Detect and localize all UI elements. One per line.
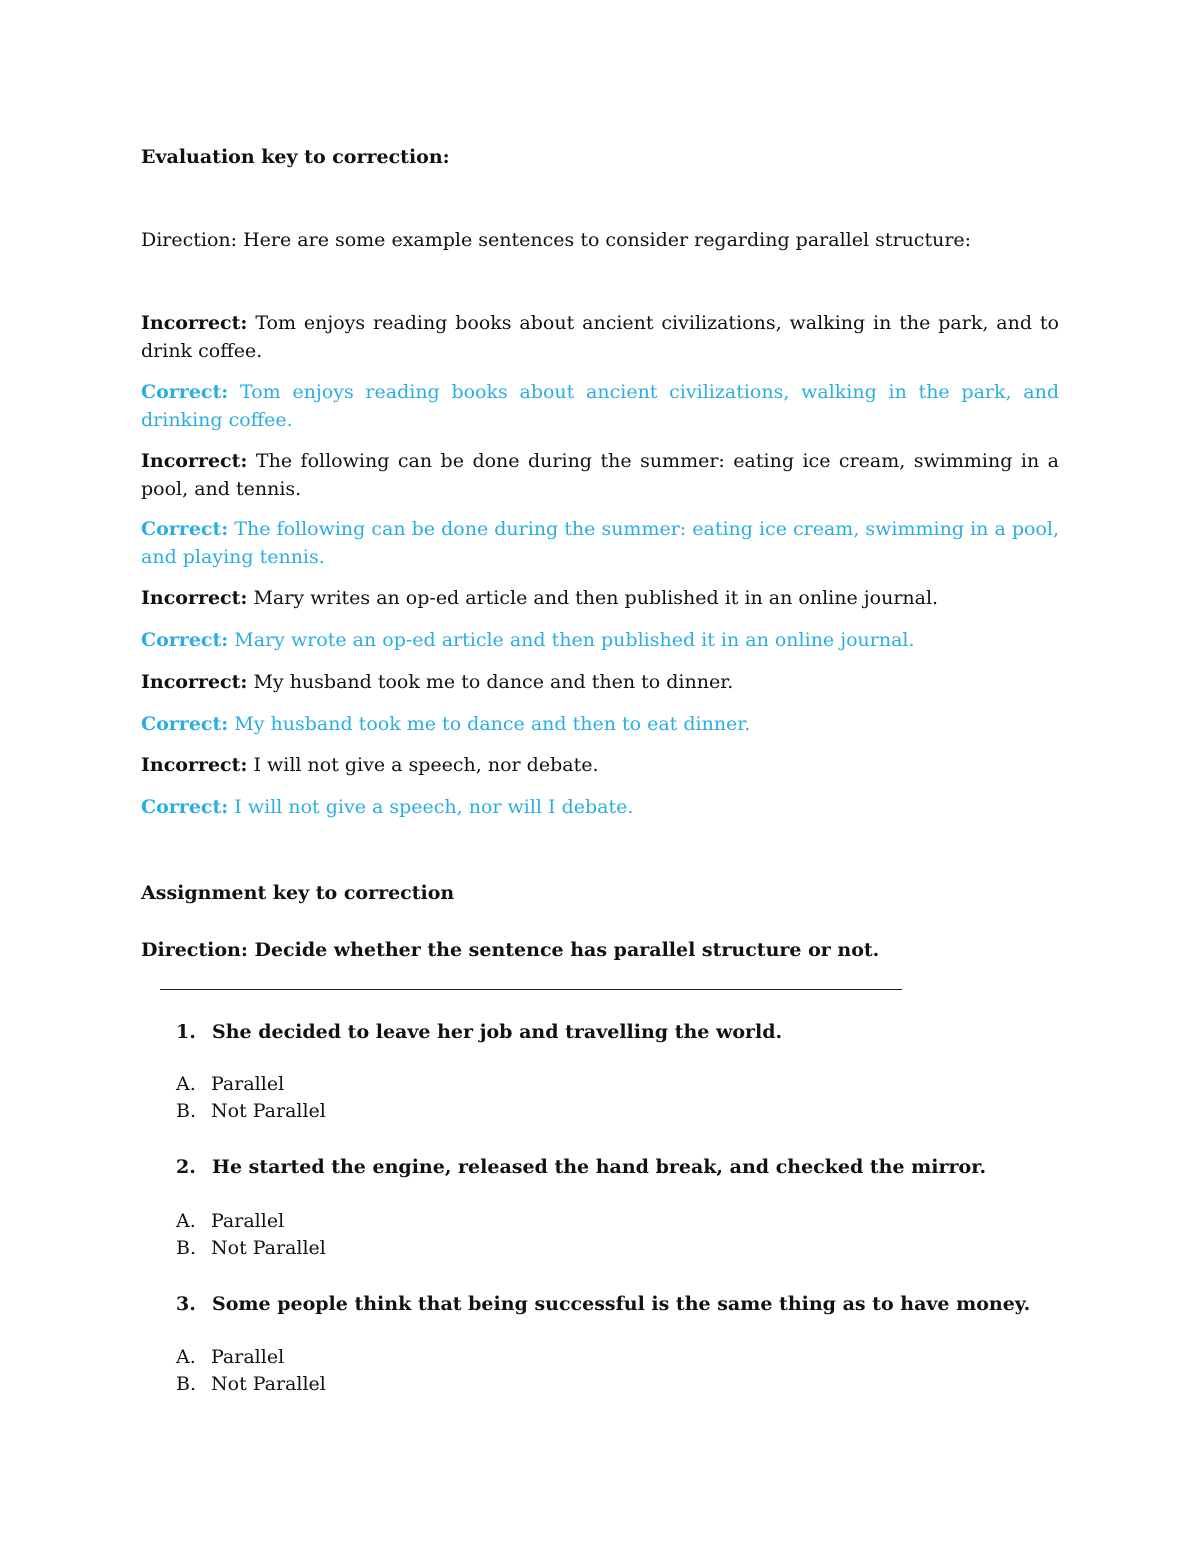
example-text: The following can be done during the summer: eating ice cream, swimming in a pool, and playing tennis. — [141, 518, 1059, 568]
example-tag: Incorrect: — [141, 754, 248, 776]
example-text: I will not give a speech, nor debate. — [247, 754, 599, 776]
example-text: I will not give a speech, nor will I debate. — [228, 796, 634, 818]
example-tag: Correct: — [141, 713, 229, 735]
assignment-direction: Direction: Decide whether the sentence has parallel structure or not. — [141, 939, 880, 961]
option-label: Not Parallel — [211, 1373, 326, 1395]
question-1-option-a[interactable] — [176, 1071, 284, 1098]
option-letter: B. — [176, 1237, 197, 1259]
question-text: He started the engine, released the hand break, and checked the mirror. — [212, 1156, 987, 1178]
option-letter: B. — [176, 1373, 197, 1395]
example-incorrect-1 — [141, 309, 1059, 365]
example-incorrect-2 — [141, 447, 1059, 503]
example-text: My husband took me to dance and then to eat dinner. — [228, 713, 751, 735]
example-incorrect-5 — [141, 751, 1059, 779]
example-tag: Incorrect: — [141, 312, 248, 334]
example-tag: Correct: — [141, 796, 229, 818]
question-2-option-a[interactable] — [176, 1208, 284, 1235]
option-label: Parallel — [211, 1073, 285, 1095]
option-letter: A. — [176, 1210, 196, 1232]
assignment-heading: Assignment key to correction — [141, 882, 455, 904]
question-1 — [176, 1018, 782, 1046]
example-incorrect-4 — [141, 668, 1059, 696]
question-1-option-b[interactable] — [176, 1098, 326, 1125]
question-text: Some people think that being successful is the same thing as to have money. — [212, 1293, 1031, 1315]
example-tag: Incorrect: — [141, 671, 248, 693]
option-letter: B. — [176, 1100, 197, 1122]
question-3-option-b[interactable] — [176, 1371, 326, 1398]
example-correct-1 — [141, 378, 1059, 434]
evaluation-heading: Evaluation key to correction: — [141, 146, 450, 168]
option-letter: A. — [176, 1346, 196, 1368]
question-3 — [176, 1290, 1030, 1318]
option-label: Not Parallel — [211, 1237, 326, 1259]
example-text: Tom enjoys reading books about ancient civilizations, walking in the park, and to drink coffee. — [141, 312, 1059, 362]
example-correct-3 — [141, 626, 1059, 654]
example-tag: Correct: — [141, 629, 229, 651]
example-correct-2 — [141, 515, 1059, 571]
example-tag: Incorrect: — [141, 587, 248, 609]
example-incorrect-3 — [141, 584, 1059, 612]
option-label: Parallel — [211, 1346, 285, 1368]
option-label: Not Parallel — [211, 1100, 326, 1122]
example-tag: Correct: — [141, 381, 229, 403]
example-text: My husband took me to dance and then to dinner. — [247, 671, 734, 693]
question-3-option-a[interactable] — [176, 1344, 284, 1371]
example-tag: Correct: — [141, 518, 229, 540]
example-tag: Incorrect: — [141, 450, 248, 472]
evaluation-direction: Direction: Here are some example sentences to consider regarding parallel structure: — [141, 229, 972, 251]
question-2 — [176, 1153, 986, 1181]
question-2-option-b[interactable] — [176, 1235, 326, 1262]
question-text: She decided to leave her job and travelling the world. — [212, 1021, 783, 1043]
horizontal-rule — [160, 989, 902, 990]
option-letter: A. — [176, 1073, 196, 1095]
example-text: Mary writes an op-ed article and then published it in an online journal. — [247, 587, 939, 609]
example-correct-5 — [141, 793, 1059, 821]
question-number: 3. — [176, 1293, 196, 1315]
option-label: Parallel — [211, 1210, 285, 1232]
question-number: 1. — [176, 1021, 196, 1043]
question-number: 2. — [176, 1156, 196, 1178]
example-correct-4 — [141, 710, 1059, 738]
example-text: Tom enjoys reading books about ancient civilizations, walking in the park, and drinking coffee. — [141, 381, 1059, 431]
example-text: The following can be done during the summer: eating ice cream, swimming in a pool, and tennis. — [141, 450, 1059, 500]
example-text: Mary wrote an op-ed article and then published it in an online journal. — [228, 629, 915, 651]
